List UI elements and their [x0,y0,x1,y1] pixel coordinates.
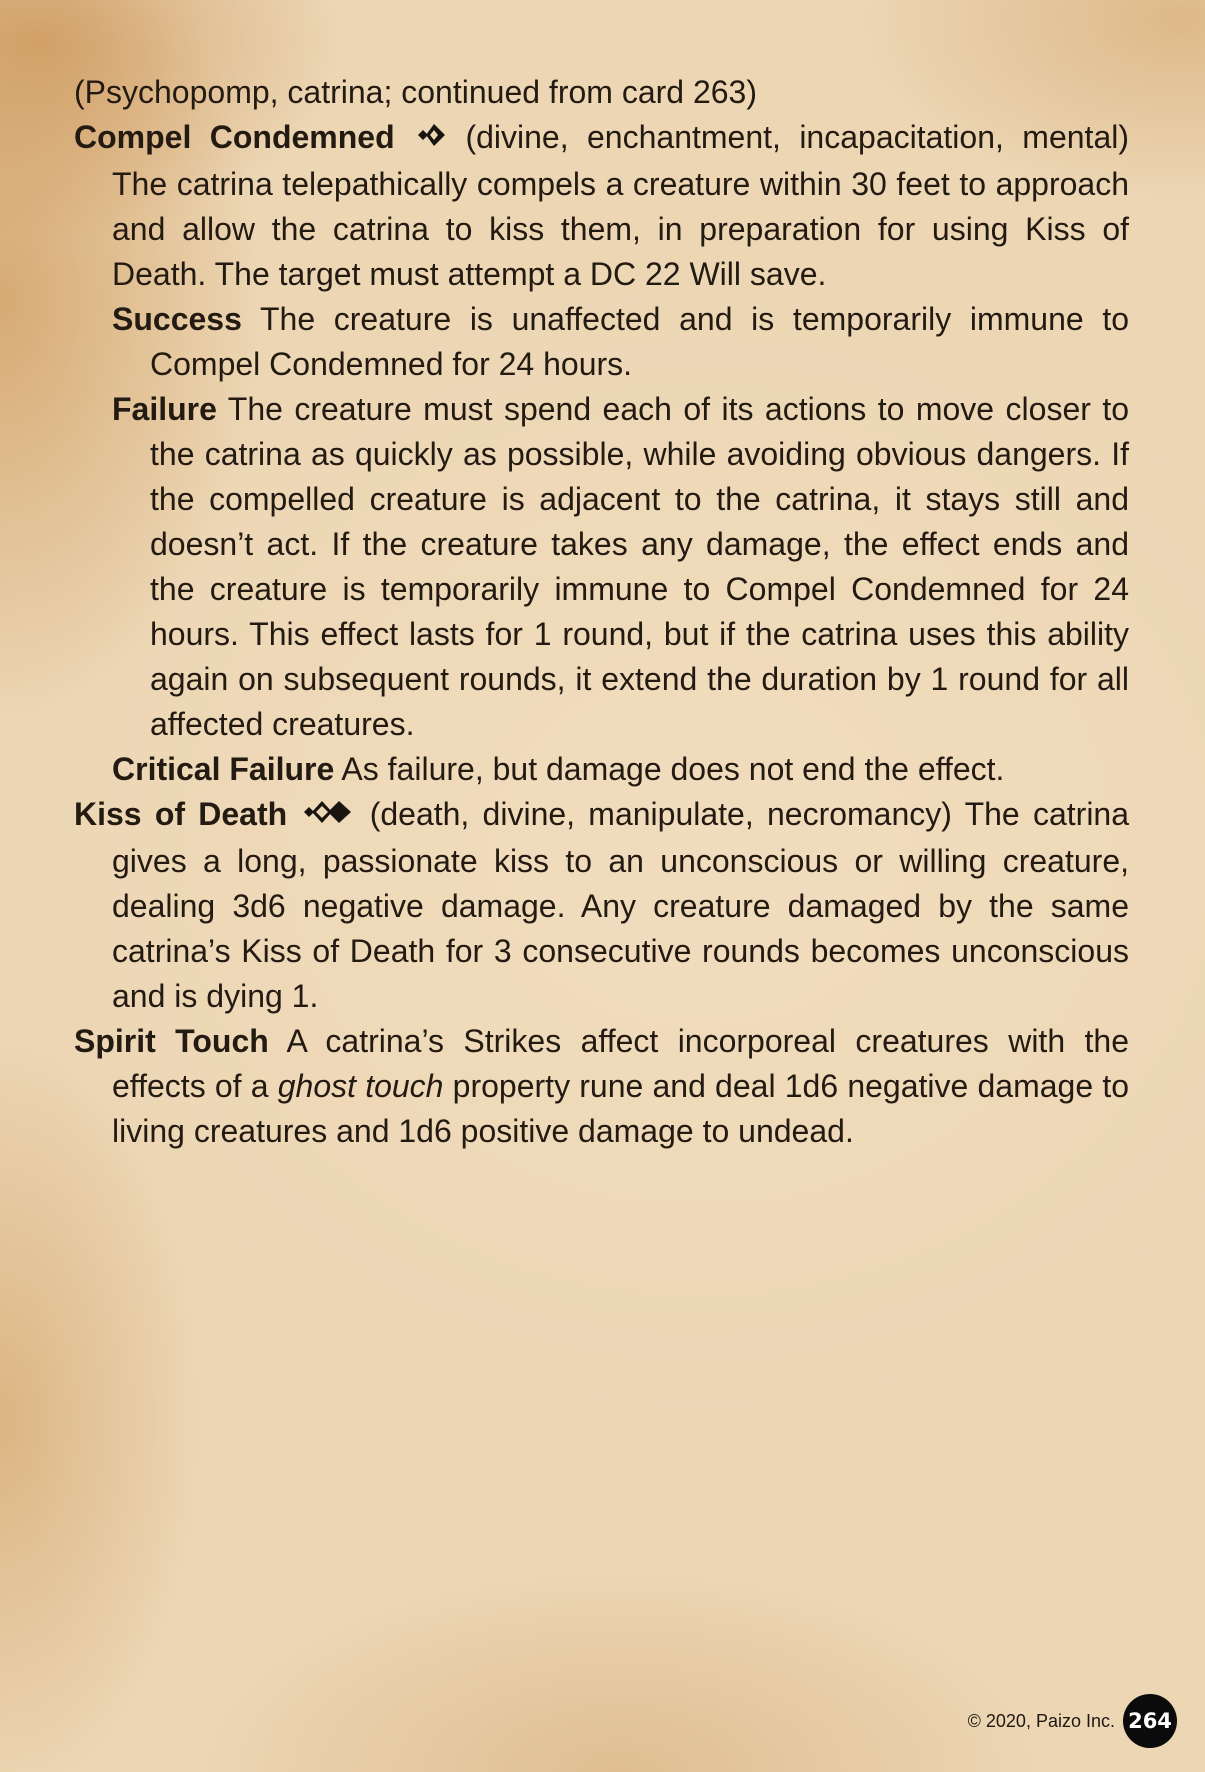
ability-text-before: A catrina’s Strikes affect incorporeal creatures with the effects of a [112,1023,1130,1104]
outcome-text: The creature must spend each of its actions to move closer to the catrina as quickly as possible, while avoiding obvious dangers. If the compelled creature is adjacent to the catrina, it stays still and doesn’t act. If the creature takes any damage, the effect ends and the creature is temporarily immune to Compel Condemned for 24 hours. This effect lasts for 1 round, but if the catrina uses this ability again on subsequent rounds, it extend the duration by 1 round for all affected creatures. [150,391,1130,742]
ability-name: Kiss of Death [74,796,288,832]
outcome-label: Failure [112,391,217,427]
outcome-text: The creature is unaffected and is temporarily immune to Compel Condemned for 24 hours. [150,301,1130,382]
ability-spirit-touch [74,1019,1129,1154]
ability-text-italic: ghost touch [277,1068,444,1104]
one-action-icon [413,117,447,162]
two-actions-icon [300,794,356,839]
ability-name: Compel Condemned [74,119,395,155]
outcome-label: Critical Failure [112,751,335,787]
page-number-badge: 264 [1123,1694,1177,1748]
outcome-text: As failure, but damage does not end the effect. [341,751,1005,787]
outcome-label: Success [112,301,242,337]
outcome-success [74,297,1129,387]
outcome-critical-failure [74,747,1129,792]
ability-text: (death, divine, manipulate, necromancy) The catrina gives a long, passionate kiss to an unconscious or willing creature, dealing 3d6 negative damage. Any creature damaged by the same catrina’s Kiss of Death for 3 consecutive rounds becomes unconscious and is dying 1. [112,796,1130,1014]
ability-text-after: property rune and deal 1d6 negative damage to living creatures and 1d6 positive damage to undead. [112,1068,1130,1149]
ability-name: Spirit Touch [74,1023,269,1059]
copyright: © 2020, Paizo Inc. [967,1710,1115,1731]
card-body [74,70,1129,1154]
ability-compel-condemned [74,115,1129,297]
footer [968,1694,1177,1748]
continuation-note: (Psychopomp, catrina; continued from card 263) [74,74,757,110]
ability-text: (divine, enchantment, incapacitation, mental) The catrina telepathically compels a creature within 30 feet to approach and allow the catrina to kiss them, in preparation for using Kiss of Death. The target must attempt a DC 22 Will save. [112,119,1130,292]
outcome-failure [74,387,1129,747]
ability-kiss-of-death [74,792,1129,1019]
